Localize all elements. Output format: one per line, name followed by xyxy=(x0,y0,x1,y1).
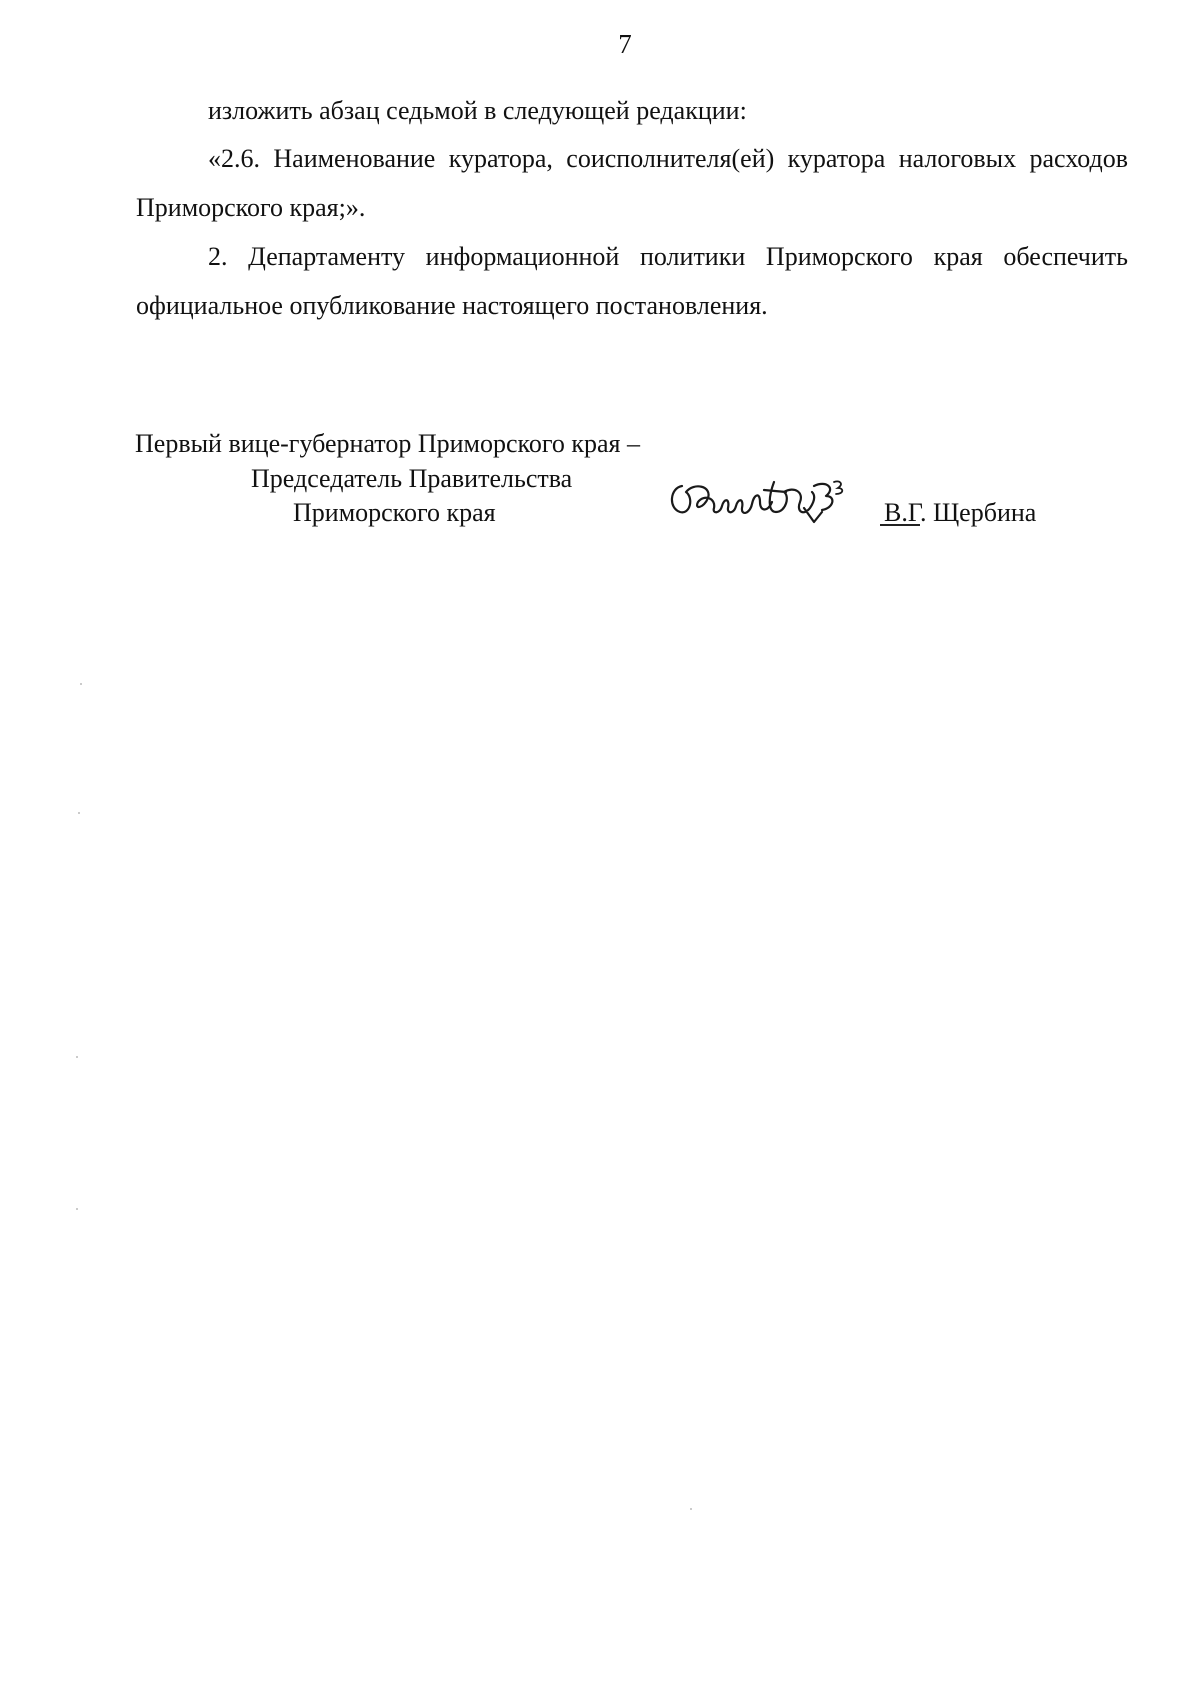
handwritten-signature xyxy=(664,468,874,538)
signer-position-line-2: Председатель Правительства xyxy=(251,464,573,493)
paragraph-publication-order: 2. Департаменту информационной политики Приморского края обеспечить официальное опубликование настоящего постановления. xyxy=(136,242,1128,320)
signer-position-line-3: Приморского края xyxy=(293,498,496,527)
scan-artifact xyxy=(80,683,82,685)
scan-artifact xyxy=(76,1208,78,1210)
signer-position-line-1: Первый вице-губернатор Приморского края – xyxy=(135,429,640,458)
scan-artifact xyxy=(78,812,80,814)
signer-name: В.Г. Щербина xyxy=(884,498,1037,527)
paragraph-amendment-text: «2.6. Наименование куратора, соисполнителя(ей) куратора налоговых расходов Приморского края;». xyxy=(136,144,1128,222)
scan-artifact xyxy=(76,1056,78,1058)
page-number: 7 xyxy=(618,29,632,59)
paragraph-amendment-intro: изложить абзац седьмой в следующей редакции: xyxy=(208,96,747,125)
scan-artifact xyxy=(690,1508,692,1510)
